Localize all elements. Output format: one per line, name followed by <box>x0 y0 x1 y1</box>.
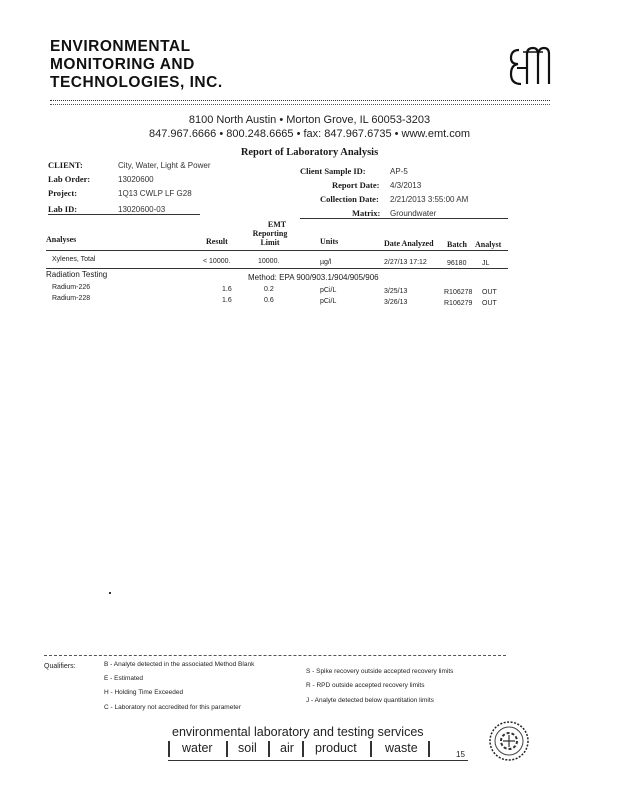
service-divider <box>370 741 372 757</box>
client-value: City, Water, Light & Power <box>118 161 211 170</box>
lab-id-label: Lab ID: <box>48 204 78 214</box>
service-waste: waste <box>385 741 418 755</box>
service-divider <box>268 741 270 757</box>
row-divider <box>46 268 508 269</box>
address-line: 8100 North Austin • Morton Grove, IL 60053-3203 <box>188 114 431 126</box>
header-divider-secondary <box>50 104 550 105</box>
service-divider <box>168 741 170 757</box>
qualifier-c: C - Laboratory not accredited for this parameter <box>104 704 241 711</box>
col-batch: Batch <box>447 240 467 249</box>
qualifier-h: H - Holding Time Exceeded <box>104 689 184 696</box>
company-line-3: TECHNOLOGIES, INC. <box>50 74 223 91</box>
lab-order-value: 13020600 <box>118 175 154 184</box>
page-number: 15 <box>456 750 465 759</box>
col-limit-line-2: Reporting <box>252 229 288 238</box>
rad-row-1-date: 3/25/13 <box>384 288 408 295</box>
footer-underline <box>168 760 468 761</box>
company-line-1: ENVIRONMENTAL <box>50 38 191 55</box>
col-units: Units <box>320 237 339 246</box>
rad-row-2-date: 3/26/13 <box>384 299 408 306</box>
col-limit-line-3: Limit <box>260 238 280 247</box>
company-line-2: MONITORING AND <box>50 56 195 73</box>
client-label: CLIENT: <box>48 160 83 170</box>
rad-row-2-result: 1.6 <box>222 297 232 304</box>
report-date-label: Report Date: <box>332 180 380 190</box>
qualifiers-divider <box>44 655 506 656</box>
service-water: water <box>182 741 213 755</box>
row-analyst: JL <box>482 260 490 267</box>
rad-row-1-name: Radium-226 <box>52 284 91 291</box>
rad-row-2-analyst: OUT <box>482 300 497 307</box>
contact-line: 847.967.6666 • 800.248.6665 • fax: 847.967.6735 • www.emt.com <box>149 128 470 140</box>
col-limit <box>262 220 292 229</box>
qualifier-j: J - Analyte detected below quantitation limits <box>306 697 434 704</box>
service-divider <box>226 741 228 757</box>
rad-row-1-units: pCi/L <box>320 287 337 294</box>
qualifier-e: E - Estimated <box>104 675 144 682</box>
matrix-value: Groundwater <box>390 209 437 218</box>
row-result: < 10000. <box>203 258 231 265</box>
emt-logo-icon <box>505 44 553 90</box>
report-date-value: 4/3/2013 <box>390 181 422 190</box>
rad-row-2-units: pCi/L <box>320 298 337 305</box>
project-label: Project: <box>48 188 78 198</box>
qualifiers-label: Qualifiers: <box>44 663 76 670</box>
col-limit-line-1: EMT <box>267 220 287 229</box>
footer-tagline: environmental laboratory and testing services <box>172 725 424 739</box>
collection-date-label: Collection Date: <box>320 194 379 204</box>
row-date: 2/27/13 17:12 <box>384 259 427 266</box>
lab-id-underline <box>48 214 200 215</box>
service-product: product <box>315 741 357 755</box>
qualifier-s: S - Spike recovery outside accepted recovery limits <box>306 668 454 675</box>
rad-row-1-limit: 0.2 <box>264 286 274 293</box>
accreditation-seal-icon <box>488 720 530 762</box>
rad-row-1-analyst: OUT <box>482 289 497 296</box>
service-divider <box>302 741 304 757</box>
rad-row-2-batch: R106279 <box>444 300 473 307</box>
rad-row-2-name: Radium-228 <box>52 295 91 302</box>
row-units: µg/l <box>320 259 332 266</box>
stray-mark <box>109 592 111 594</box>
section-title: Radiation Testing <box>46 270 108 279</box>
qualifier-b: B - Analyte detected in the associated Method Blank <box>104 661 255 668</box>
service-air: air <box>280 741 294 755</box>
rad-row-1-result: 1.6 <box>222 286 232 293</box>
header-divider <box>50 100 550 101</box>
col-analyst: Analyst <box>475 240 502 249</box>
table-header-rule <box>46 250 508 251</box>
lab-order-label: Lab Order: <box>48 174 91 184</box>
col-date-analyzed: Date Analyzed <box>384 239 434 248</box>
company-name <box>50 38 223 92</box>
row-analyte-name: Xylenes, Total <box>52 256 96 263</box>
row-batch: 96180 <box>447 260 467 267</box>
rad-row-1-batch: R106278 <box>444 289 473 296</box>
rad-row-2-limit: 0.6 <box>264 297 274 304</box>
service-soil: soil <box>238 741 257 755</box>
lab-id-value: 13020600-03 <box>118 205 166 214</box>
col-analyses: Analyses <box>46 235 77 244</box>
matrix-label: Matrix: <box>352 208 381 218</box>
matrix-underline <box>300 218 508 219</box>
report-title: Report of Laboratory Analysis <box>240 147 379 158</box>
client-sample-label: Client Sample ID: <box>300 166 366 176</box>
col-result: Result <box>206 237 228 246</box>
project-value: 1Q13 CWLP LF G28 <box>118 189 192 198</box>
qualifier-r: R - RPD outside accepted recovery limits <box>306 682 425 689</box>
row-limit: 10000. <box>258 258 280 265</box>
collection-date-value: 2/21/2013 3:55:00 AM <box>390 195 469 204</box>
client-sample-value: AP-5 <box>390 167 408 176</box>
section-method: Method: EPA 900/903.1/904/905/906 <box>248 273 379 282</box>
service-divider <box>428 741 430 757</box>
